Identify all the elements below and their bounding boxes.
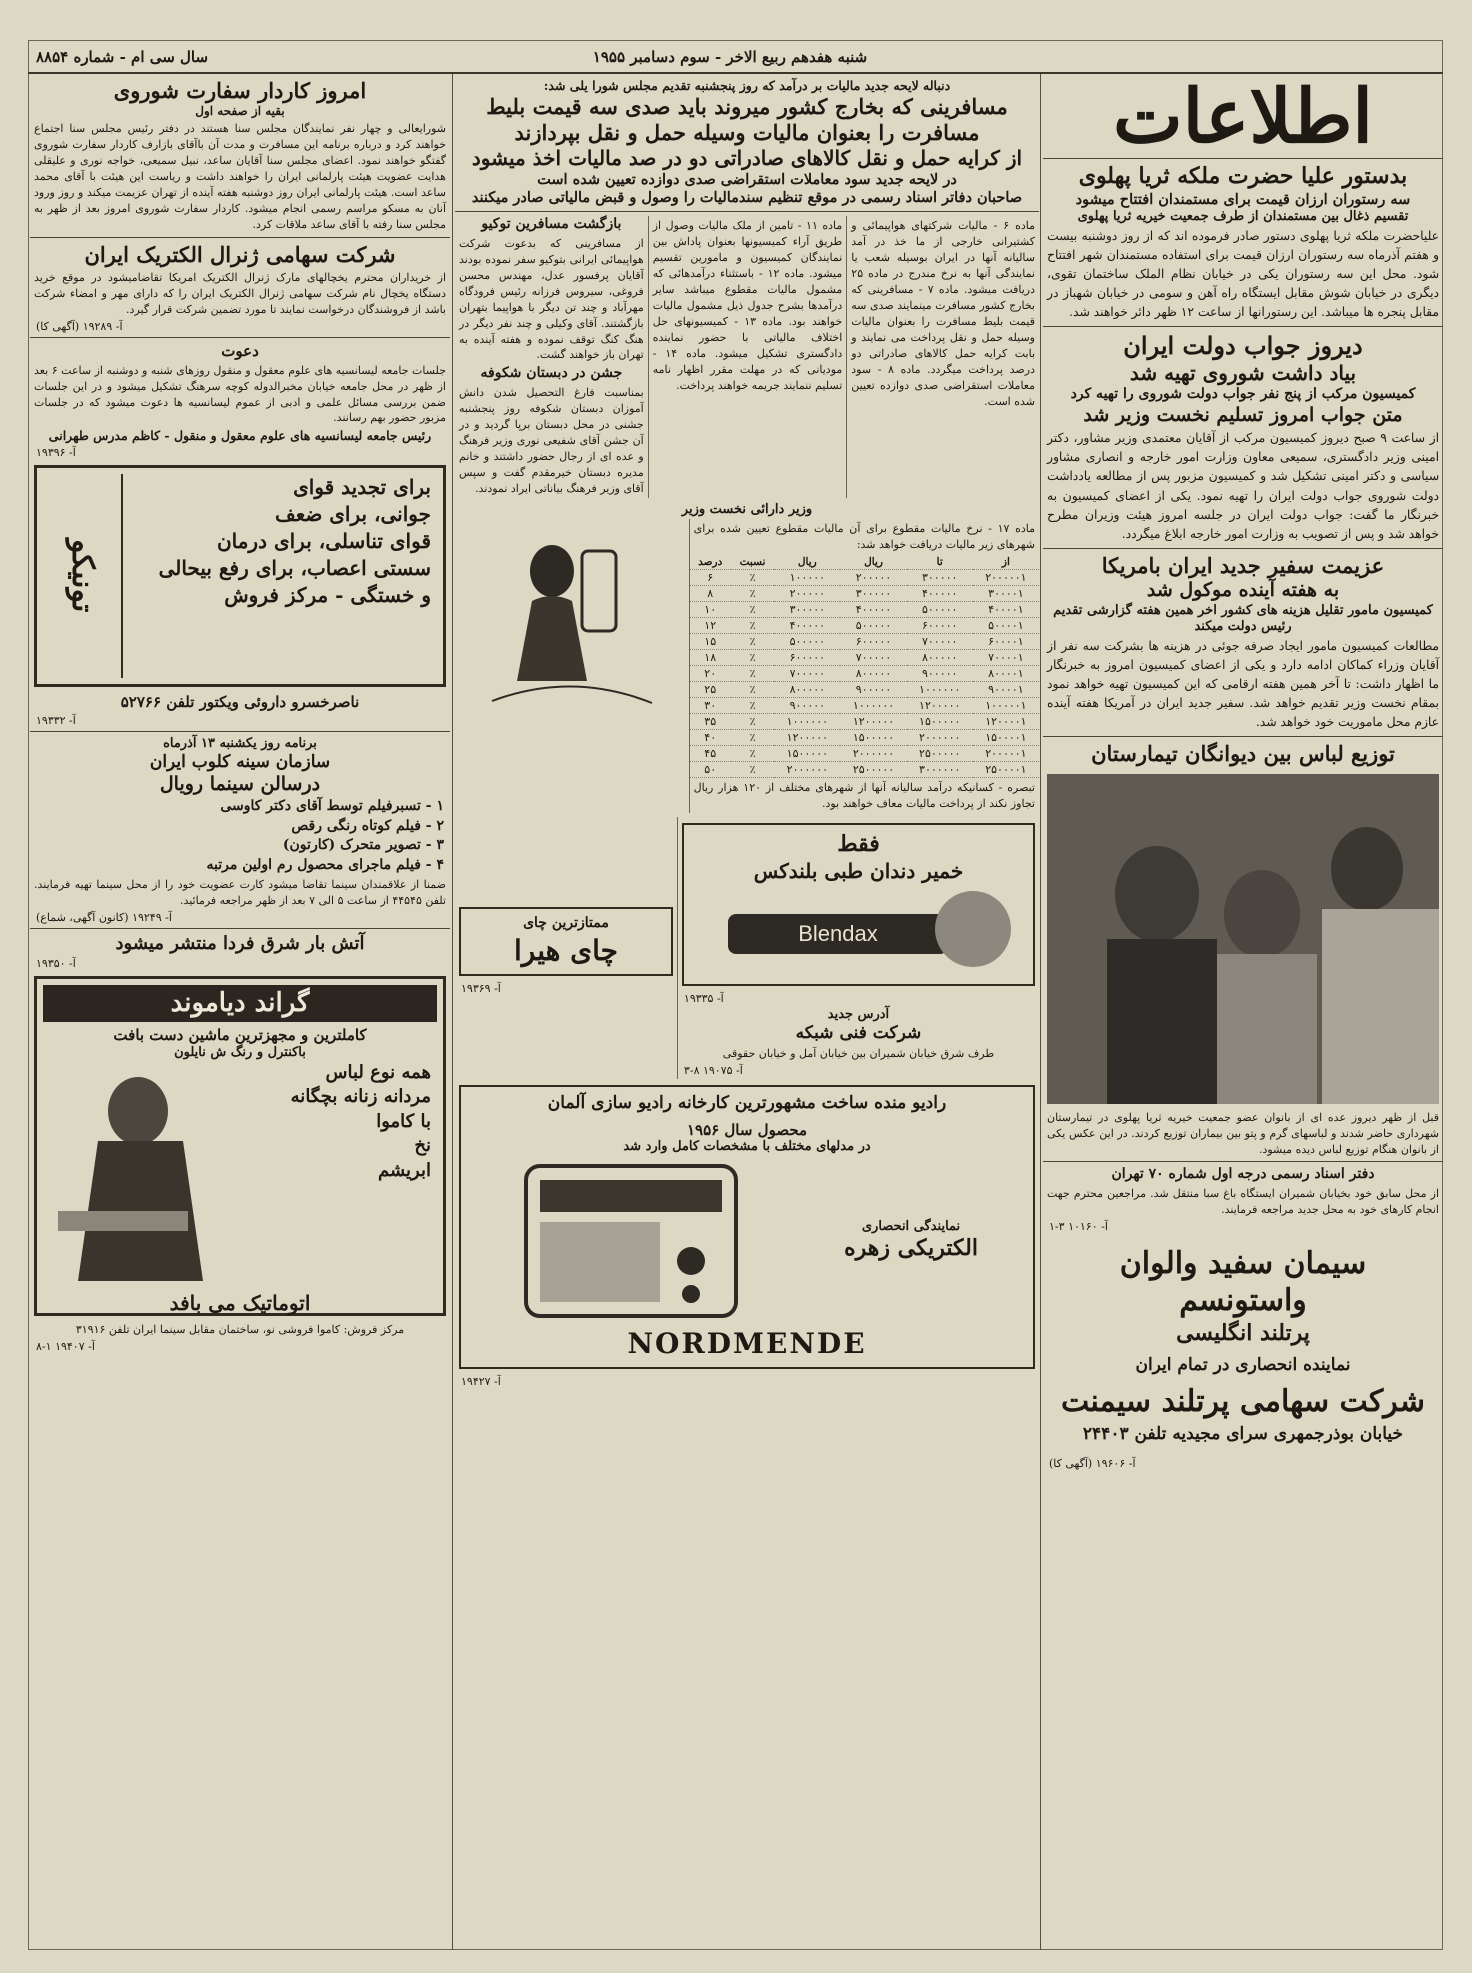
tax-table-cell: ۹۰۰۰۰۰	[907, 665, 973, 681]
tax-table-cell: ۲۰۰۰۰۰۰	[907, 729, 973, 745]
photo-headline: توزیع لباس بین دیوانگان تیمارستان	[1091, 741, 1395, 767]
list-item: ۱ - تسبرفیلم توسط آقای دکتر کاوسی	[220, 798, 444, 814]
tax-table-cell: ۷۰۰۰۰۰	[840, 649, 906, 665]
table-row	[690, 601, 1039, 617]
ambassador-subheadline-2: کمیسیون مامور تقلیل هزینه های کشور اخر همین هفته گزارشی تقدیم رئیس دولت میکند	[1053, 602, 1433, 634]
tax-table-cell: ۱۲۰۰۰۰۰	[840, 713, 906, 729]
tax-table-cell: ۴۰۰۰۰۰	[907, 585, 973, 601]
tax-table-cell: ۱۲۰۰۰۰۰	[774, 729, 840, 745]
woman-illustration-ad	[459, 525, 685, 725]
tax-table-cell: ۹۰۰۰۰۰	[774, 697, 840, 713]
tax-table-cell: ۴۰	[690, 729, 731, 745]
grand-diamond-title: گراند دیاموند	[43, 985, 437, 1022]
tax-table-cell: ۸	[690, 585, 731, 601]
tax-table-cell: ۸۰۰۰۰۰	[907, 649, 973, 665]
cinema-ad-code: آ- ۱۹۲۴۹ (کانون آگهی، شماع)	[36, 910, 172, 924]
tax-table-cell: ۴۵	[690, 745, 731, 761]
grand-diamond-line: ابریشم	[378, 1159, 431, 1181]
royal-subheadline-2: تقسیم ذغال بین مستمندان از طرف جمعیت خیریه ثریا پهلوی	[1077, 208, 1409, 224]
tax-table-cell: ۹۰۰۰۰۱	[973, 681, 1039, 697]
royal-subheadline: سه رستوران ارزان قیمت برای مستمندان افتتاح میشود	[1075, 190, 1411, 208]
tax-table-cell: ۵۰	[690, 761, 731, 777]
tax-table-cell: ۲۵	[690, 681, 731, 697]
tax-table-cell: ۱۵	[690, 633, 731, 649]
list-item: ۲ - فیلم کوتاه رنگی رقص	[291, 817, 444, 834]
asylum-photo	[1047, 774, 1439, 1104]
tax-table-cell: ٪	[731, 729, 774, 745]
tax-table-cell: ٪	[731, 585, 774, 601]
tax-article-columns	[455, 216, 1039, 498]
table-row	[690, 729, 1039, 745]
table-row	[690, 713, 1039, 729]
government-subheadline: بیاد داشت شوروی تهیه شد	[1129, 361, 1357, 386]
tax-table-cell: ۲۰۰۰۰۰۰	[774, 761, 840, 777]
grand-diamond-code: آ- ۱۹۴۰۷ ۱-۸	[36, 1340, 95, 1354]
tax-table-cell: ٪	[731, 697, 774, 713]
radio-ad-model: محصول سال ۱۹۵۶	[686, 1120, 808, 1139]
tax-table-cell: ۳۰	[690, 697, 731, 713]
tax-table-cell: ۳۰۰۰۰۰۰	[907, 761, 973, 777]
tea-ad-column	[455, 519, 689, 814]
government-subheadline-3: متن جواب امروز تسلیم نخست وزیر شد	[1083, 403, 1403, 426]
list-item: ۴ - فیلم ماجرای محصول رم اولین مرتبه	[206, 856, 444, 873]
tax-table-cell: ۲۰	[690, 665, 731, 681]
tax-table-cell: ۳۰۰۰۰۱	[973, 585, 1039, 601]
notary-notice-title: دفتر اسناد رسمی درجه اول شماره ۷۰ تهران	[1111, 1166, 1375, 1183]
tax-table-cell: ۶۰۰۰۰۱	[973, 633, 1039, 649]
date-line: شنبه هفدهم ربیع الاخر - سوم دسامبر ۱۹۵۵	[592, 48, 868, 66]
tax-table-cell: ۳۰۰۰۰۰	[774, 601, 840, 617]
masthead-logo: اطلاعات	[1113, 74, 1373, 160]
middle-column	[455, 74, 1039, 1950]
tax-headline-3: از کرایه حمل و نقل کالاهای صادراتی دو در صد مالیات اخذ میشود	[471, 146, 1023, 171]
tax-table-cell: ۱۲۰۰۰۰۰	[907, 697, 973, 713]
grand-diamond-line: با کاموا	[376, 1110, 431, 1132]
grand-diamond-lines	[213, 1061, 437, 1291]
government-subheadline-2: کمیسیون مرکب از پنج نفر جواب دولت شوروی را تهیه کرد	[1070, 386, 1416, 403]
table-row	[690, 633, 1039, 649]
tax-table-cell: ۷۰۰۰۰۱	[973, 649, 1039, 665]
notary-notice-body: از محل سابق خود بخیابان شمیران ایستگاه باغ سبا منتقل شد. مراجعین محترم جهت انجام کارهای خود به محل جدید مراجعه فرمایند.	[1047, 1186, 1439, 1216]
tax-table-cell: ۸۰۰۰۰۰	[840, 665, 906, 681]
government-article-body: از ساعت ۹ صبح دیروز کمیسیون مرکب از آقایان معتمدی وزیر مشاور، دکتر امینی وزیر دادگستری، سمیعی معاون وزارت امور خارجه و انصاری مشاور سیاسی و دکتر امینی تشکیل شد و کمیسیون مزبور پس از مطالعه یادداشت دولت شوروی جواب دولت ایران را تهیه نمود. یکی از اعضای کمیسیون به خبرنگار ما گفت: جواب دولت ایران در جلسه امروز هیئت وزیران مطرح خواهد شد و پس از تصویب به وزارت امور خارجه ابلاغ میگردد.	[1047, 431, 1439, 541]
invitation-code: آ- ۱۹۳۹۶	[36, 446, 76, 459]
tonic-ad-line: جوانی، برای ضعف	[274, 502, 431, 526]
grand-diamond-line: همه نوع لباس	[325, 1061, 431, 1083]
ambassador-subheadline: به هفته آینده موکول شد	[1146, 578, 1340, 601]
tax-table-cell: ۱۲	[690, 617, 731, 633]
travelers-headline: بازگشت مسافرین توکیو	[481, 216, 622, 233]
table-row	[690, 697, 1039, 713]
tax-table-cell: ۲۰۰۰۰۰۱	[973, 569, 1039, 585]
cement-ad-code: آ- ۱۹۶۰۶ (آگهی کا)	[1049, 1457, 1136, 1471]
tonic-ad-line: برای تجدید قوای	[293, 475, 431, 499]
photo-caption: قبل از ظهر دیروز عده ای از بانوان عضو جمعیت خیریه ثریا پهلوی در تیمارستان شهرداری حاضر شدند و لباسهای گرم و پتو بین بیماران توزیع کردند. در این عکس یکی از بانوان هنگام توزیع لباس دیده میشود.	[1047, 1110, 1439, 1156]
tax-table-cell: ٪	[731, 665, 774, 681]
asylum-photo-image	[1047, 774, 1439, 1104]
grand-diamond-line: نخ	[414, 1135, 431, 1157]
table-row	[690, 617, 1039, 633]
tea-ad-line1: ممتازترین چای	[523, 915, 609, 932]
tonic-store: ناصرخسرو داروئی ویکتور تلفن ۵۲۷۶۶	[120, 693, 360, 711]
cement-ad-address: خیابان بوذرجمهری سرای مجیدیه تلفن ۲۴۴۰۳	[1082, 1424, 1404, 1445]
tax-table-cell: ٪	[731, 761, 774, 777]
tax-table-cell: ۱۰۰۰۰۰	[774, 569, 840, 585]
table-row	[690, 745, 1039, 761]
tax-article-body-b: ماده ۱۱ - تامین از ملک مالیات وصول از طریق آراء کمیسیونها بعنوان پاداش بین نمایندگان کمیسیون و مامورین تقسیم میشود. ماده ۱۲ - باستثناء درآمدهائی که مشمول مالیات مقطوع میباشد سایر درآمدها بشرح جدول ذیل مشمول مالیات خواهند بود. ماده ۱۳ - کمیسیونهای حل اختلاف مالیاتی با حضور نماینده دادگستری تشکیل میشود. ماده ۱۴ - مودیانی که در مهلت مقرر اظهار نامه تسلیم ننمایند جریمه خواهند پرداخت.	[652, 219, 843, 392]
tax-table-cell: ۳۵	[690, 713, 731, 729]
tax-table-cell: ٪	[731, 649, 774, 665]
tax-table-cell: ۵۰۰۰۰۱	[973, 617, 1039, 633]
girl-with-knitting-illustration	[43, 1061, 213, 1291]
tax-table-cell: ۱۲۰۰۰۰۱	[973, 713, 1039, 729]
column-rule	[452, 74, 453, 1950]
tax-table-cell: ۱۵۰۰۰۰۰	[840, 729, 906, 745]
tax-table-cell: ۶۰۰۰۰۰	[907, 617, 973, 633]
tax-table-caption: ماده ۱۷ - نرخ مالیات مقطوع برای آن مالیات مقطوع تعیین شده برای شهرهای زیر مالیات دریافت خواهد شد:	[693, 521, 1036, 551]
tax-table-cell: ۱۰۰۰۰۰۰	[907, 681, 973, 697]
tax-table-cell: ۲۵۰۰۰۰۰	[907, 745, 973, 761]
table-row	[690, 569, 1039, 585]
tax-table-cell: ٪	[731, 601, 774, 617]
tax-table-cell: ۱۰۰۰۰۰۰	[840, 697, 906, 713]
tax-table-cell: ۱۸	[690, 649, 731, 665]
tea-ad-line2: چای هیرا	[513, 933, 618, 967]
tonic-ad-line: قوای تناسلی، برای درمان	[216, 529, 431, 553]
tonic-ad-line: سستی اعصاب، برای رفع بیحالی	[158, 556, 431, 580]
tax-table-cell: ۶	[690, 569, 731, 585]
tax-table-cell: ٪	[731, 681, 774, 697]
invitation-signature: رئیس جامعه لیسانسیه های علوم معقول و منقول - کاظم مدرس طهرانی	[48, 428, 432, 444]
tax-table-cell: ۵۰۰۰۰۰	[840, 617, 906, 633]
tax-table-cell: ۱۰۰۰۰۰۰	[774, 713, 840, 729]
tax-table-cell: ۲۰۰۰۰۰	[840, 569, 906, 585]
tax-table-cell: ۷۰۰۰۰۰	[774, 665, 840, 681]
tax-article-col-2	[648, 216, 847, 498]
ambassador-headline: عزیمت سفیر جدید ایران بامریکا	[1101, 552, 1385, 578]
table-row	[690, 649, 1039, 665]
tax-table-block	[689, 519, 1039, 814]
tax-table-cell: ۹۰۰۰۰۰	[840, 681, 906, 697]
tax-table-cell: ۴۰۰۰۰۰	[840, 601, 906, 617]
fanni-company: شرکت فنی شبکه	[795, 1023, 922, 1044]
toothpaste-ad-code: آ- ۱۹۳۳۵	[683, 991, 724, 1005]
radio-ad-dealer: نمایندگی انحصاری	[861, 1218, 961, 1234]
tax-headline-1: مسافرینی که بخارج کشور میروند باید صدی سه قیمت بلیط	[486, 93, 1008, 119]
general-electric-code: آ- ۱۹۲۸۹ (آگهی کا)	[36, 319, 123, 333]
radio-ad	[459, 1085, 1035, 1368]
tax-table-column-header: نسبت	[731, 555, 774, 570]
woman-with-bottle-illustration	[472, 531, 672, 721]
tax-table-cell: ۲۰۰۰۰۰۱	[973, 745, 1039, 761]
tax-table-cell: ٪	[731, 617, 774, 633]
tax-table-cell: ۱۵۰۰۰۰۰	[907, 713, 973, 729]
tax-table-cell: ۸۰۰۰۰۰	[774, 681, 840, 697]
soviet-article-body: شورایعالی و چهار نفر نمایندگان مجلس سنا هستند در دفتر رئیس مجلس سنا اجتماع خواهند کرد و درباره برنامه این مسافرت و مدت آن باآقای بازارف کاردار سفارت شوروی گفتگو خواهند نمود. اعضای مجلس سنا آقایان ساعد، نبیل سمیعی، خواجه نوری و علیقلی هدایت عضویت هیئت پارلمانی ایران را خواهند داشت و ریاست این هیئت با آقای محمد ساعد است. هیئت پارلمانی ایران روز دوشنبه هفته آینده از تهران عزیمت میکند و روز ورود آنان به مسکو مراسم رسمی انجام میشود. کاردار سفارت شوروی امروز بعد از ظهر به مجلس سنا رفته با آقای ساعد ملاقات کرد.	[34, 122, 446, 231]
travelers-body: از مسافرینی که بدعوت شرکت هواپیمائی ایرانی بتوکیو سفر نموده بودند آقایان پرفسور عدل، مهندس محسن فروغی، سیروس فرزانه رئیس فرودگاه مهرآباد و چند تن دیگر با هواپیما بتهران بازگشتند. آقای وکیلی و چند نفر دیگر در هنگ کنگ توقف نموده و هفته آینده به تهران باز خواهند گشت.	[459, 236, 644, 362]
radio-ad-dealer-name: الکتریکی زهره	[844, 1235, 978, 1261]
tax-table-cell: ۶۰۰۰۰۰	[840, 633, 906, 649]
cinema-note: ضمنا از علاقمندان سینما تقاضا میشود کارت عضویت خود را از محل سینما تهیه فرمایند. تلفن ۴۴۵۴۵ از ساعت ۵ الی ۷ بعد از ظهر مراجعه فرمائید.	[34, 878, 446, 907]
issue-line: سال سی ام - شماره ۸۸۵۴	[36, 48, 209, 66]
tax-table-column-header: ریال	[774, 555, 840, 570]
fanni-address: طرف شرق خیابان شمیران بین خیابان آمل و خیابان حقوقی	[722, 1047, 995, 1061]
table-row	[690, 681, 1039, 697]
table-row	[690, 761, 1039, 777]
invitation-body: جلسات جامعه لیسانسیه های علوم معقول و منقول روزهای شنبه و دوشنبه از ساعت ۶ بعد از ظهر در محل جامعه خیابان مخبرالدوله کوچه سرهنگ تشکیل میشود و در این جلسات ضمن بررسی مسائل علمی و ادبی از عموم لیسانسیه ها دعوت میشود که در جلسات مزبور حضور بهم رسانند.	[34, 363, 446, 425]
tonic-ad-lines	[123, 474, 437, 678]
tax-table-cell: ٪	[731, 745, 774, 761]
tax-table-header	[690, 555, 1039, 570]
tax-table-cell: ۲۰۰۰۰۰	[774, 585, 840, 601]
tax-headline-2: مسافرت را بعنوان مالیات وسیله حمل و نقل بپردازند	[514, 119, 980, 145]
radio-illustration	[516, 1156, 746, 1326]
tax-table-cell: ۷۰۰۰۰۰	[907, 633, 973, 649]
cement-ad	[1047, 1239, 1439, 1452]
grand-diamond-store: مرکز فروش: کاموا فروشی نو، ساختمان مقابل سینما ایران تلفن ۳۱۹۱۶	[75, 1323, 405, 1337]
radio-ad-brand: NORDMENDE	[627, 1326, 867, 1360]
royal-article-body: علیاحضرت ملکه ثریا پهلوی دستور صادر فرموده اند که از روز دوشنبه بیست و هفتم آذرماه سه رستوران ارزان قیمت برای استفاده مستمندان شهر افتتاح شود. محل این سه رستوران یکی در خیابان نظام الملک ساختمان تقوی، دیگری در خیابان شوش مقابل ایستگاه راه آهن و سومی در خیابان شهباز در مقابل پنجره ها میباشد. این رستورانها از ساعت ۱۲ ظهر دائر خواهند شد.	[1047, 228, 1439, 320]
tonic-ad-line: و خستگی - مرکز فروش	[224, 583, 431, 607]
sharq-code: آ- ۱۹۳۵۰	[36, 957, 76, 971]
school-headline: جشن در دبستان شکوفه	[480, 365, 623, 382]
left-column	[30, 74, 450, 1950]
soviet-headline: امروز کاردار سفارت شوروی	[113, 78, 367, 103]
notary-ad-code: آ- ۱۰۱۶۰ ۳-۱	[1049, 1219, 1108, 1233]
tax-table-cell: ۱۵۰۰۰۰۱	[973, 729, 1039, 745]
table-row	[690, 665, 1039, 681]
tax-table-cell: ۴۰۰۰۰۰	[774, 617, 840, 633]
royal-headline: بدستور علیا حضرت ملکه ثریا پهلوی	[1078, 163, 1408, 189]
grand-diamond-subtitle: کاملترین و مجهزترین ماشین دست بافت	[113, 1025, 367, 1044]
tax-rate-table	[690, 555, 1039, 778]
fanni-ad-code: آ- ۱۹۰۷۵ ۸-۳	[683, 1064, 743, 1078]
soviet-continued: بقیه از صفحه اول	[195, 104, 285, 119]
general-electric-body: از خریداران محترم یخچالهای مارک ژنرال الکتریک امریکا تقاضامیشود در موقع خرید دستگاه یخچال نام شرکت سهامی ژنرال الکتریک ایران را که دارای مهر و امضاء شرکت باشد از فروشندگان درخواست نمایند تا مورد تضمین شرکت قرار گیرد.	[34, 271, 446, 316]
tax-subheadline-2: صاحبان دفاتر اسناد رسمی در موقع تنظیم سندمالیات را وصول و قبض مالیاتی صادر میکنند	[471, 189, 1023, 207]
cement-ad-title: سیمان سفید والوان واستونسم	[1119, 1245, 1367, 1319]
tax-table-cell: ۵۰۰۰۰۰	[907, 601, 973, 617]
radio-ad-title: رادیو منده ساخت مشهورترین کارخانه رادیو سازی آلمان	[547, 1093, 947, 1114]
right-column	[1043, 74, 1443, 1950]
tonic-brand: تونیکو	[64, 539, 100, 613]
grand-diamond-line: مردانه زنانه بچگانه	[290, 1086, 431, 1108]
tax-table-column-header: تا	[907, 555, 973, 570]
tax-table-cell: ۵۰۰۰۰۰	[774, 633, 840, 649]
sharq-notice: آتش بار شرق فردا منتشر میشود	[115, 932, 365, 954]
tax-table-cell: ۴۰۰۰۰۱	[973, 601, 1039, 617]
tax-table-cell: ٪	[731, 713, 774, 729]
column-rule	[1040, 74, 1041, 1950]
tax-table-cell: ۱۰	[690, 601, 731, 617]
tax-table-cell: ۲۵۰۰۰۰۱	[973, 761, 1039, 777]
government-headline: دیروز جواب دولت ایران	[1123, 331, 1363, 361]
radio-ad-line: در مدلهای مختلف با مشخصات کامل وارد شد	[623, 1139, 871, 1155]
tax-article-col-1	[846, 216, 1039, 498]
tea-ad-code: آ- ۱۹۳۶۹	[461, 981, 501, 995]
toothpaste-ad-top: فقط	[837, 831, 880, 858]
toothpaste-ad	[682, 823, 1035, 986]
list-item: ۳ - تصویر متحرک (کارتون)	[282, 837, 444, 853]
tax-bill-kicker: دنباله لایحه جدید مالیات بر درآمد که روز پنجشنبه تقدیم مجلس شورا یلی شد:	[543, 78, 951, 93]
grand-diamond-ad	[34, 976, 446, 1316]
toothpaste-ad-column	[677, 817, 1039, 1079]
tax-table-cell: ۳۰۰۰۰۰	[840, 585, 906, 601]
cinema-organization: سازمان سینه کلوب ایران	[149, 752, 331, 772]
tax-table-cell: ۲۰۰۰۰۰۰	[840, 745, 906, 761]
tax-table-cell: ۶۰۰۰۰۰	[774, 649, 840, 665]
tax-table-note: تبصره - کسانیکه درآمد سالیانه آنها از شهرهای مختلف از ۱۲۰ هزار ریال تجاوز نکند از پرداخت مالیات معاف خواهند بود.	[693, 780, 1035, 810]
tax-table-column-header: ریال	[840, 555, 906, 570]
fanni-label: آدرس جدید	[827, 1006, 890, 1022]
cement-ad-representative: نماینده انحصاری در تمام ایران	[1135, 1355, 1351, 1376]
tonic-ad	[34, 465, 446, 687]
cinema-venue: درسالن سینما رویال	[159, 773, 321, 796]
radio-ad-code: آ- ۱۹۴۲۷	[461, 1374, 501, 1388]
tax-subheadline-1: در لایحه جدید سود معاملات استقراضی صدی دوازده تعیین شده است	[537, 171, 957, 189]
tax-article-col-3	[455, 216, 648, 498]
tax-table-cell: ٪	[731, 633, 774, 649]
grand-diamond-subtitle-2: باکنترل و رنگ ش نایلون	[174, 1044, 306, 1060]
tax-signature: وزیر دارائی نخست وزیر	[681, 502, 813, 518]
cement-ad-company: شرکت سهامی پرتلند سیمنت	[1061, 1383, 1425, 1419]
tax-table-cell: ٪	[731, 569, 774, 585]
tax-article-body-a: ماده ۶ - مالیات شرکتهای هواپیمائی و کشتیرانی خارجی از ما خذ در آمد سالیانه آنها در ایران بوسیله شعب یا نمایندگی آنها به نرخ مندرج در ماده ۲۵ دریافت میشود. ماده ۷ - مسافرینی که بخارج کشور مسافرت مینمایند صدی سه قیمت بلیط مسافرت را بعنوان مالیات وسیله حمل و نقل پرداخت می نمایند و بابت کرایه حمل کالاهای صادراتی دو درصد پرداخت میگردد. ماده ۸ - سود معاملات استقراضی صدی دوازده تعیین شده است.	[851, 219, 1036, 408]
invitation-title: دعوت	[221, 341, 259, 360]
tax-table-cell: ۳۰۰۰۰۰	[907, 569, 973, 585]
tax-table-cell: ۸۰۰۰۰۱	[973, 665, 1039, 681]
tea-ad-box	[455, 817, 677, 1079]
school-body: بمناسبت فارغ التحصیل شدن دانش آموزان دبستان شکوفه روز پنجشنبه جشنی در محل دبستان برپا گردید و در آن جشن آقای شفیعی نوری وزیر فرهنگ و عده ای از رجال حضور داشتند و خانم مدیره دبستان خیرمقدم گفت و سپس آقای وزیر فرهنگ بیاناتی ایراد نمودند.	[459, 385, 644, 495]
cinema-program-list	[30, 797, 450, 875]
toothpaste-ad-line: خمیر دندان طبی بلندکس	[753, 858, 964, 883]
tax-table-cell: ۱۰۰۰۰۰۱	[973, 697, 1039, 713]
general-electric-headline: شرکت سهامی ژنرال الکتریک ایران	[84, 241, 396, 267]
table-row	[690, 585, 1039, 601]
grand-diamond-automatic: اتوماتیک می بافد	[169, 1290, 311, 1315]
tax-table-column-header: درصد	[690, 555, 731, 570]
tonic-ad-code: آ- ۱۹۳۳۲	[36, 713, 76, 727]
ambassador-article-body: مطالعات کمیسیون مامور ایجاد صرفه جوئی در هزینه ها بشرکت سه نفر از آقایان وزراء کماکان ادامه دارد و یکی از اعضای کمیسیون امروز به خبرنگار ما اظهار داشت: تا آخر همین هفته ارقامی که این کمیسیون تهیه خواهد نمود بمقام نخست وزیر تقدیم خواهد شد. سفیر جدید ایران در آمریکا هفته آینده عازم محل ماموریت خود خواهد شد.	[1047, 639, 1439, 730]
cinema-date: برنامه روز یکشنبه ۱۳ آذرماه	[163, 735, 317, 751]
tea-ad	[459, 907, 673, 976]
cement-ad-subtitle: پرتلند انگلیسی	[1176, 1319, 1310, 1346]
tax-table-cell: ۲۵۰۰۰۰۰	[840, 761, 906, 777]
toothpaste-brand: Blendax	[798, 920, 879, 946]
tax-table-cell: ۱۵۰۰۰۰۰	[774, 745, 840, 761]
tax-table-column-header: از	[973, 555, 1039, 570]
toothpaste-tube-illustration	[698, 884, 1018, 974]
